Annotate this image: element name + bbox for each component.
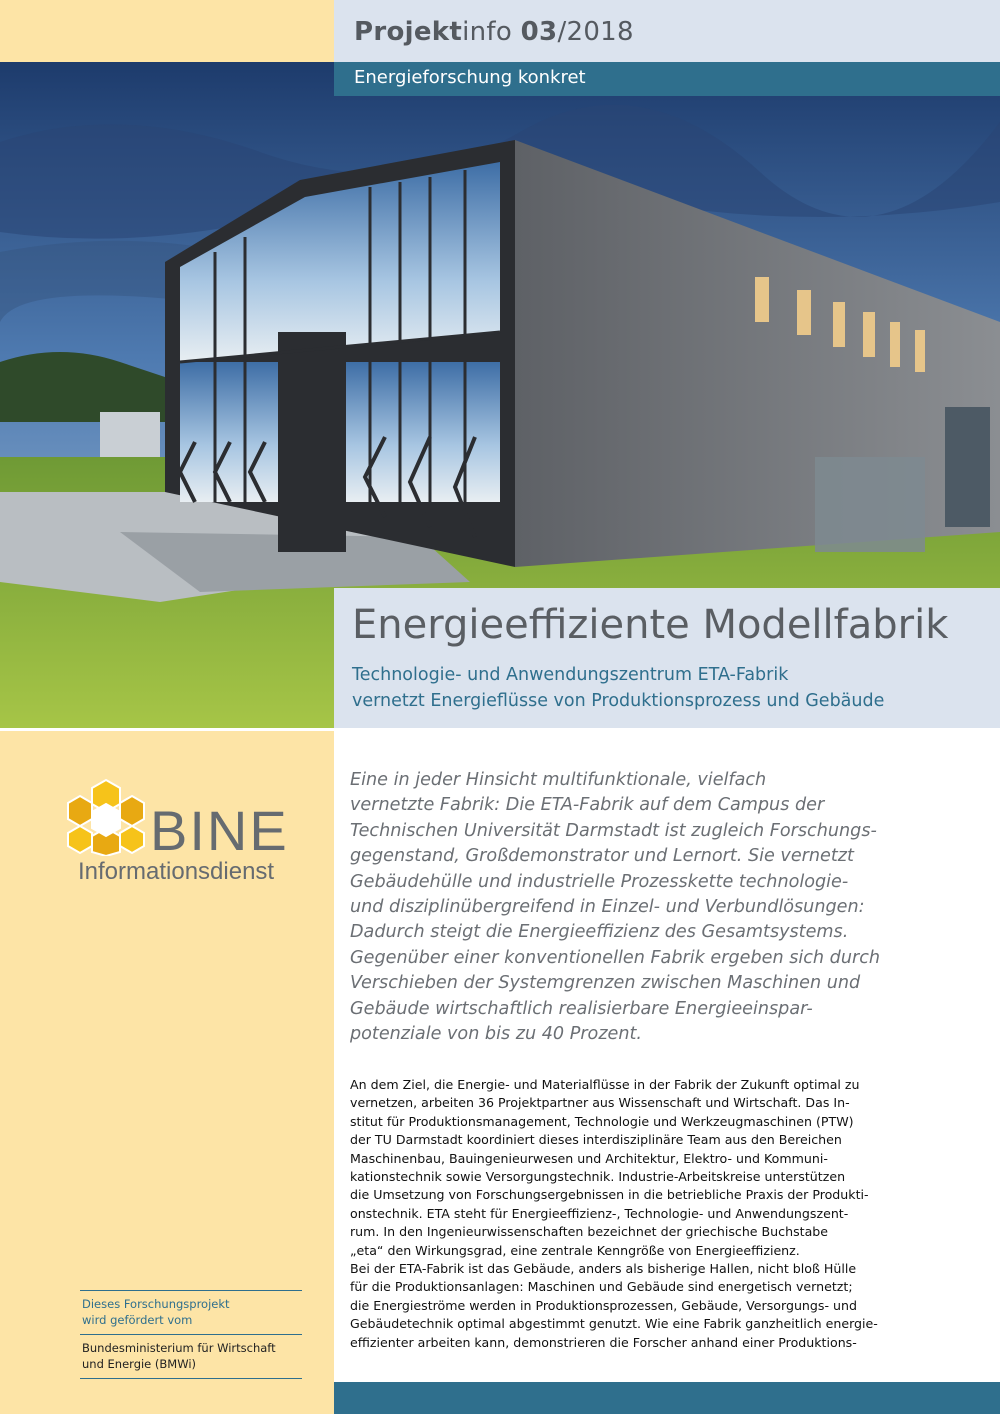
body-text: An dem Ziel, die Energie- und Materialflüsse in der Fabrik der Zukunft optimal zu vernetzen, arbeiten 36 Projektpartner aus Wissenschaft und Wirtschaft. Das In- stitut für Produktionsmanagement, Technologie und Werkzeugmaschinen (PTW) der TU Darmstadt koordiniert dieses interdisziplinäre Team aus den Bereichen Maschinenbau, Bauingenieurwesen und Architektur, Elektro- und Kommuni- kationstechnik sowie Versorgungstechnik. Industrie-Arbeitskreise unterstützen die Umsetzung von Forschungsergebnissen in die betriebliche Praxis der Produkti- onstechnik. ETA steht für Energieeffizienz-, Technologie- und Anwendungszent- rum. In den Ingenieurwissenschaften bezeichnet der griechische Buchstabe „eta“ den Wirkungsgrad, eine zentrale Kenngröße von Energieeffizienz. Bei der ETA-Fabrik ist das Gebäude, anders als bisherige Hallen, nicht bloß Hülle für die Produktionsanlagen: Maschinen und Gebäude sind energetisch vernetzt; die Energieströme werden in Produktionsprozessen, Gebäude, Versorgungs- und Gebäudetechnik optimal abgestimmt genutzt. Wie eine Fabrik ganzheitlich energie- effizienter arbeiten kann, demonstrieren die Forscher anhand einer Produktions- xyxy=(350,1077,878,1350)
page-title: Energieeffiziente Modellfabrik xyxy=(352,602,949,648)
bine-logo xyxy=(66,776,306,886)
series-band xyxy=(334,62,1000,96)
title-box xyxy=(334,588,1000,728)
logo-tagline: Informationsdienst xyxy=(78,858,275,885)
publication-title: Projektinfo 03/2018 xyxy=(354,17,634,47)
footer-bar xyxy=(334,1382,1000,1414)
series-label: Energieforschung konkret xyxy=(354,67,586,88)
funding-ministry: Bundesministerium für Wirtschaft und Energie (BMWi) xyxy=(82,1341,276,1371)
page-subtitle: Technologie- und Anwendungszentrum ETA-Fabrik vernetzt Energieflüsse von Produktionsprozess und Gebäude xyxy=(352,665,885,711)
funding-rule-bottom xyxy=(80,1378,302,1379)
bine-hexagon-icon xyxy=(66,776,146,856)
logo-name: BINE xyxy=(150,799,289,862)
header-band xyxy=(334,0,1000,62)
divider xyxy=(0,728,1000,731)
lead-paragraph: Eine in jeder Hinsicht multifunktionale, vielfach vernetzte Fabrik: Die ETA-Fabrik auf dem Campus der Technischen Universität Darmstadt ist zugleich Forschungs- gegenstand, Großdemonstrator und Lernort. Sie vernetzt Gebäudehülle und industrielle Prozesskette technologie- und disziplinübergreifend in Einzel- und Verbundlösungen: Dadurch steigt die Energieeffizienz des Gesamtsystems. Gegenüber einer konventionellen Fabrik ergeben sich durch Verschieben der Systemgrenzen zwischen Maschinen und Gebäude wirtschaftlich realisierbare Energieeinspar- potenziale von bis zu 40 Prozent. xyxy=(350,770,881,1045)
funding-label: Dieses Forschungsprojekt wird gefördert vom xyxy=(82,1297,230,1327)
funding-note xyxy=(80,1290,302,1379)
